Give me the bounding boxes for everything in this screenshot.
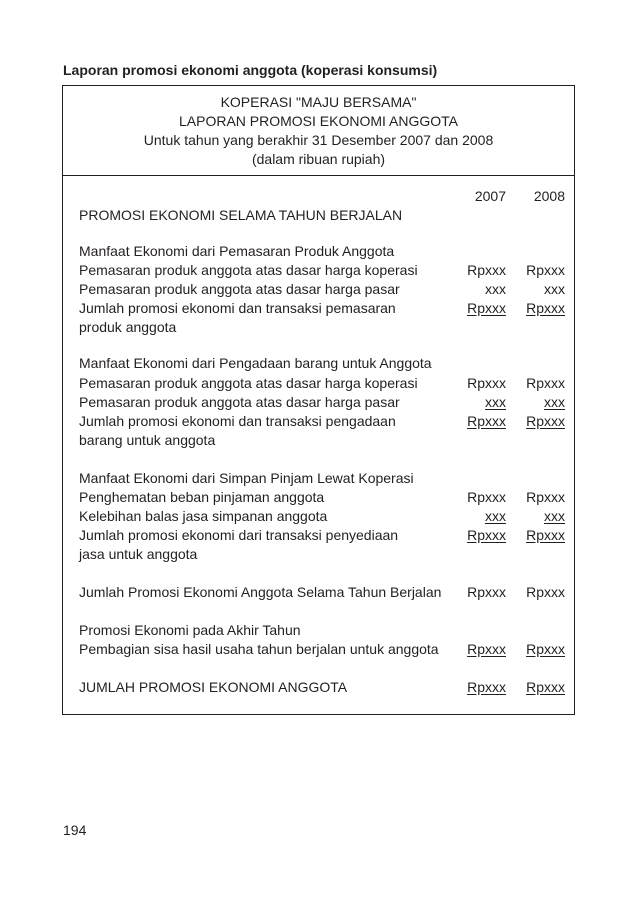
value-2008: Rpxxx	[526, 489, 565, 505]
figure-caption: Laporan promosi ekonomi anggota (koperasi konsumsi)	[63, 62, 438, 78]
row-label: Jumlah promosi ekonomi dan transaksi pemasaran	[79, 300, 396, 316]
value-2008: Rpxxx	[526, 300, 565, 316]
row-label-continued: jasa untuk anggota	[79, 546, 198, 562]
value-2007: Rpxxx	[467, 489, 506, 505]
grand-total-2008: Rpxxx	[526, 679, 565, 695]
value-2008: Rpxxx	[526, 641, 565, 657]
value-2008: Rpxxx	[526, 262, 565, 278]
section-title: PROMOSI EKONOMI SELAMA TAHUN BERJALAN	[79, 207, 403, 223]
row-label-continued: barang untuk anggota	[79, 432, 216, 448]
value-2007: Rpxxx	[467, 413, 506, 429]
row-label: Pemasaran produk anggota atas dasar harga koperasi	[79, 262, 418, 278]
report-header	[63, 86, 574, 176]
section-heading: Promosi Ekonomi pada Akhir Tahun	[79, 622, 301, 638]
col-header-2008: 2008	[533, 188, 565, 204]
page-number: 194	[63, 822, 87, 838]
section-heading: Manfaat Ekonomi dari Simpan Pinjam Lewat Koperasi	[79, 470, 414, 486]
row-label: Kelebihan balas jasa simpanan anggota	[79, 508, 328, 524]
value-2008: xxx	[544, 508, 565, 524]
value-2008: xxx	[544, 281, 565, 297]
cooperative-name: KOPERASI "MAJU BERSAMA"	[220, 94, 417, 110]
section-heading: Manfaat Ekonomi dari Pemasaran Produk Anggota	[79, 243, 395, 259]
value-2007: Rpxxx	[467, 641, 506, 657]
report-table	[62, 85, 575, 715]
row-label: Jumlah promosi ekonomi dan transaksi pengadaan	[79, 413, 396, 429]
row-label: Jumlah promosi ekonomi dari transaksi penyediaan	[79, 527, 399, 543]
value-2008: xxx	[544, 394, 565, 410]
value-2007: Rpxxx	[467, 300, 506, 316]
row-label: Pembagian sisa hasil usaha tahun berjalan untuk anggota	[79, 641, 439, 657]
value-2007: Rpxxx	[467, 262, 506, 278]
grand-total-2007: Rpxxx	[467, 679, 506, 695]
value-2007: xxx	[485, 281, 506, 297]
value-2007: Rpxxx	[467, 375, 506, 391]
row-label-continued: produk anggota	[79, 319, 177, 335]
value-2008: Rpxxx	[526, 375, 565, 391]
total-year-2008: Rpxxx	[526, 584, 565, 600]
total-year-label: Jumlah Promosi Ekonomi Anggota Selama Tahun Berjalan	[79, 584, 442, 600]
grand-total-label: JUMLAH PROMOSI EKONOMI ANGGOTA	[79, 679, 348, 695]
report-title: LAPORAN PROMOSI EKONOMI ANGGOTA	[178, 113, 458, 129]
col-header-2007: 2007	[474, 188, 506, 204]
report-period: Untuk tahun yang berakhir 31 Desember 2007 dan 2008	[143, 132, 494, 148]
total-year-2007: Rpxxx	[467, 584, 506, 600]
section-heading: Manfaat Ekonomi dari Pengadaan barang untuk Anggota	[79, 355, 432, 371]
row-label: Pemasaran produk anggota atas dasar harga pasar	[79, 394, 400, 410]
value-2007: xxx	[485, 394, 506, 410]
row-label: Penghematan beban pinjaman anggota	[79, 489, 325, 505]
row-label: Pemasaran produk anggota atas dasar harga koperasi	[79, 375, 418, 391]
value-2007: Rpxxx	[467, 527, 506, 543]
report-unit: (dalam ribuan rupiah)	[251, 151, 386, 167]
row-label: Pemasaran produk anggota atas dasar harga pasar	[79, 281, 400, 297]
value-2007: xxx	[485, 508, 506, 524]
value-2008: Rpxxx	[526, 413, 565, 429]
value-2008: Rpxxx	[526, 527, 565, 543]
